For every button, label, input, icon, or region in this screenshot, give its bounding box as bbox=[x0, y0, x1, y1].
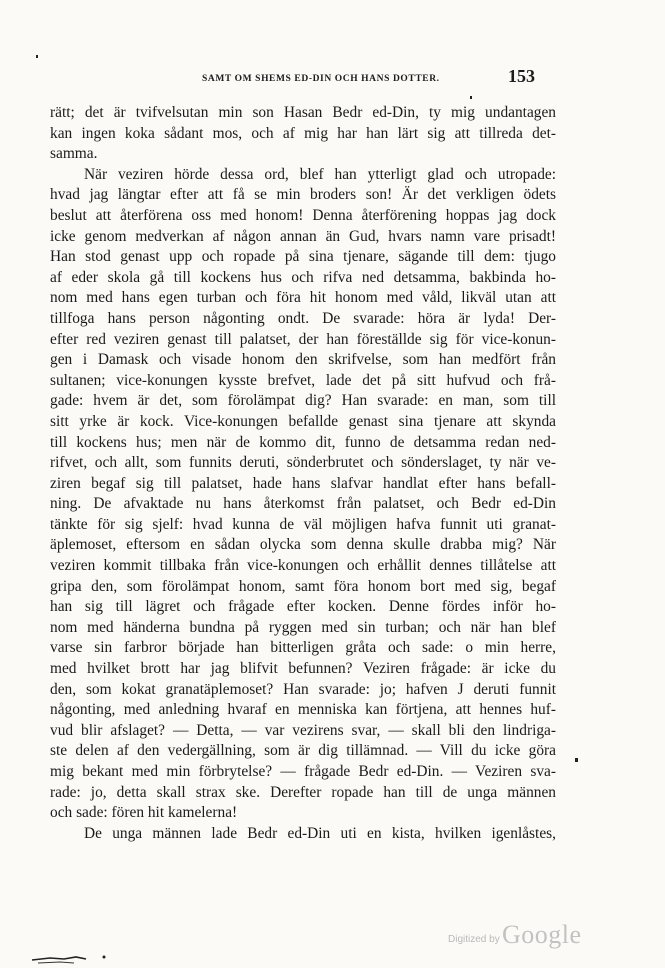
text-line: beslut att återförena oss med honom! Denna återförening hoppas jag dock bbox=[50, 206, 556, 224]
text-line: sitt yrke är kock. Vice-konungen befallde genast sina tjenare att skynda bbox=[50, 412, 556, 430]
page-header bbox=[40, 62, 620, 90]
text-line: rifvet, och allt, som funnits deruti, sönderbrutet och sönderslaget, ty när ve- bbox=[50, 454, 556, 472]
text-line: sultanen; vice-konungen kysste brefvet, lade det på sitt hufvud och frå- bbox=[50, 371, 556, 389]
margin-speck-top bbox=[36, 55, 38, 58]
text-line: hvad jag längtar efter att få se min broders son! Är det verkligen ödets bbox=[50, 186, 556, 204]
text-line: När veziren hörde dessa ord, blef han ytterligt glad och utropade: bbox=[84, 165, 556, 183]
text-line: ste delen af den vedergällning, som är dig tillämnad. — Vill du icke göra bbox=[50, 742, 556, 760]
text-line: veziren kommit tillbaka från vice-konungen och erhållit dennes tillåtelse att bbox=[50, 557, 556, 575]
text-line: ning. De afvaktade nu hans återkomst från palatset, och Bedr ed-Din bbox=[50, 495, 556, 513]
text-line: vud blir afslaget? — Detta, — var vezirens svar, — skall bli den lindriga- bbox=[50, 721, 556, 739]
text-line: rade: jo, detta skall strax ske. Derefter ropade han till de unga männen bbox=[50, 783, 556, 801]
text-line: icke genom medverkan af någon annan än Gud, hvars namn vare prisadt! bbox=[50, 227, 556, 245]
running-head: SAMT OM SHEMS ED-DIN OCH HANS DOTTER. bbox=[202, 74, 440, 84]
ink-scribble bbox=[30, 948, 120, 968]
digitized-by-label: Digitized by bbox=[448, 934, 500, 945]
text-line: tänkte för sig sjelf: hvad kunna de väl möjligen hafva funnit uti granat- bbox=[50, 515, 556, 533]
text-line: efter red veziren genast till palatset, der han föreställde sig för vice-konun- bbox=[50, 330, 556, 348]
text-line: han sig till lägret och frågade efter kocken. Denne fördes inför ho- bbox=[50, 598, 556, 616]
text-line: ziren begaf sig till palatset, hade hans slafvar handlat efter hans befall- bbox=[50, 474, 556, 492]
page-footer bbox=[0, 920, 665, 960]
text-line: af eder skola gå till kockens hus och rifva ned detsamma, bakbinda ho- bbox=[50, 268, 556, 286]
text-line: nom med hans egen turban och föra hit honom med våld, likväl utan att bbox=[50, 289, 556, 307]
text-line: Han stod genast upp och ropade på sina tjenare, sägande till dem: tjugo bbox=[50, 248, 556, 266]
page-number: 153 bbox=[508, 66, 535, 86]
body-text bbox=[50, 103, 556, 844]
text-line: gen i Damask och visade honom den skrifvelse, som han medfört från bbox=[50, 351, 556, 369]
text-line: tillfoga hans person någonting ondt. De svarade: höra är lyda! Der- bbox=[50, 309, 556, 327]
text-line: De unga männen lade Bedr ed-Din uti en kista, hvilken igenlåstes, bbox=[84, 824, 556, 842]
text-line: rätt; det är tvifvelsutan min son Hasan Bedr ed-Din, ty mig undantagen bbox=[50, 104, 556, 121]
margin-speck-right bbox=[575, 758, 578, 762]
text-line: gade: hvem är det, som förolämpat dig? Han svarade: en man, som till bbox=[50, 392, 556, 410]
text-line: kan ingen koka sådant mos, och af mig har han lärt sig att tillreda det- bbox=[50, 124, 556, 142]
text-line: varse sin farbror började han bitterligen gråta och sade: o min herre, bbox=[50, 639, 556, 657]
text-line: någonting, med anledning hvaraf en menniska kan förtjena, att hennes huf- bbox=[50, 701, 556, 719]
margin-speck-under-number bbox=[470, 96, 472, 99]
google-watermark: Google bbox=[502, 920, 582, 949]
text-line: och sade: fören hit kamelerna! bbox=[50, 804, 238, 822]
text-line: mig bekant med min förbrytelse? — frågade Bedr ed-Din. — Veziren sva- bbox=[50, 763, 556, 780]
text-line: samma. bbox=[50, 145, 98, 163]
text-line: till kockens hus; men när de kommo dit, funno de detsamma redan ned- bbox=[50, 433, 556, 451]
text-line: med hvilket brott har jag blifvit befunnen? Veziren frågade: är icke du bbox=[50, 660, 556, 678]
text-line: nom med händerna bundna på ryggen med sin turban; och när han blef bbox=[50, 618, 556, 636]
text-line: äplemoset, eftersom en sådan olycka som denna skulle drabba mig? När bbox=[50, 536, 556, 554]
text-line: gripa den, som förolämpat honom, samt föra honom bort med sig, begaf bbox=[50, 577, 556, 595]
text-line: den, som kokat granatäplemoset? Han svarade: jo; hafven J deruti funnit bbox=[50, 680, 556, 698]
